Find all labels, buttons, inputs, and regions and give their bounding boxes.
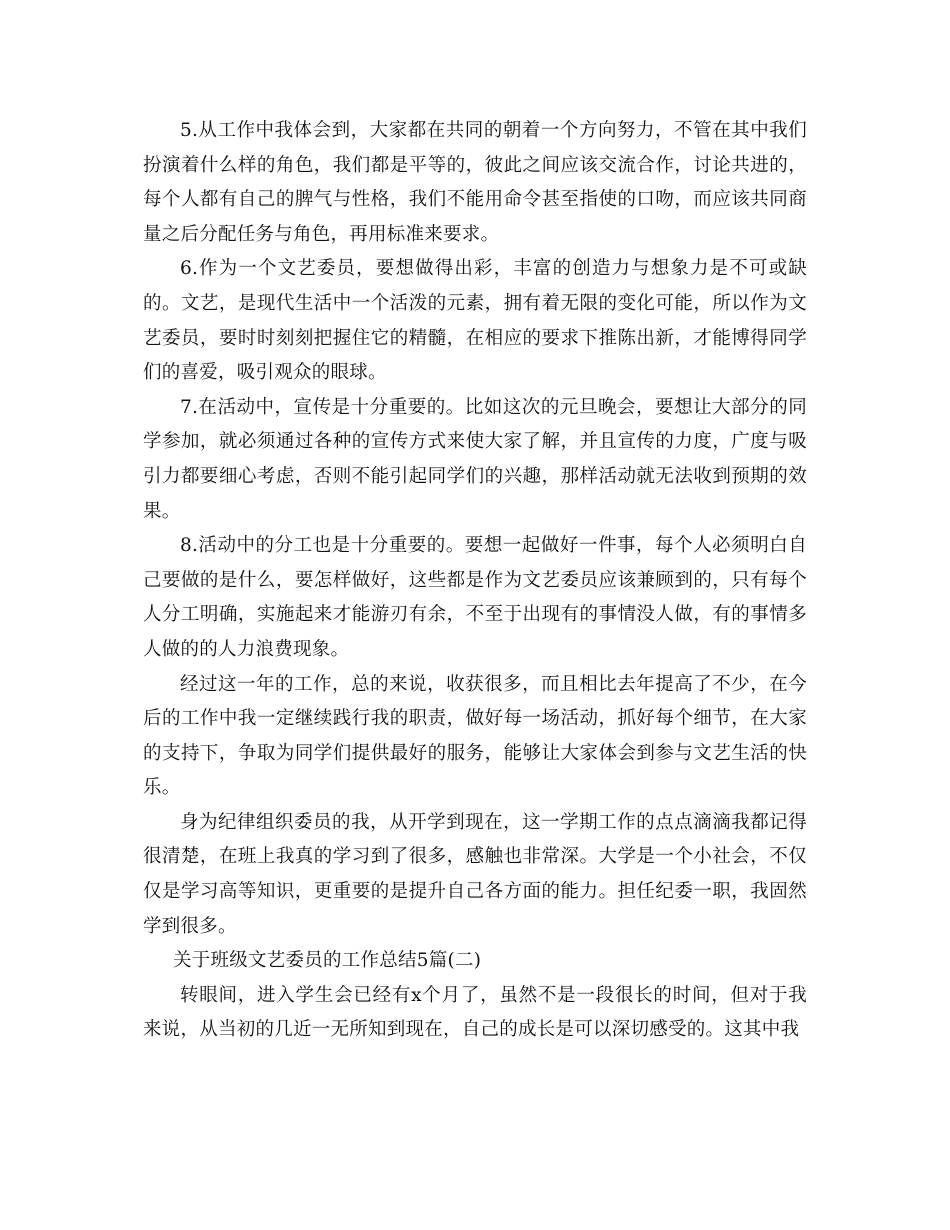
document-body — [143, 114, 807, 1048]
paragraph-item-8: 8.活动中的分工也是十分重要的。要想一起做好一件事，每个人必须明白自己要做的是什么，要怎样做好，这些都是作为文艺委员应该兼顾到的，只有每个人分工明确，实施起来才能游刃有余，不至于出现有的事情没人做，有的事情多人做的的人力浪费现象。 — [143, 535, 807, 660]
paragraph-student-union: 转眼间，进入学生会已经有x个月了，虽然不是一段很长的时间，但对于我来说，从当初的几近一无所知到现在，自己的成长是可以深切感受的。这其中我 — [143, 984, 807, 1041]
section-heading: 关于班级文艺委员的工作总结5篇(二) — [173, 950, 482, 972]
paragraph-summary: 经过这一年的工作，总的来说，收获很多，而且相比去年提高了不少，在今后的工作中我一定继续践行我的职责，做好每一场活动，抓好每个细节，在大家的支持下，争取为同学们提供最好的服务，能够让大家体会到参与文艺生活的快乐。 — [143, 673, 807, 799]
paragraph-item-7: 7.在活动中，宣传是十分重要的。比如这次的元旦晚会，要想让大部分的同学参加，就必须通过各种的宣传方式来使大家了解，并且宣传的力度，广度与吸引力都要细心考虑，否则不能引起同学们的兴趣，那样活动就无法收到预期的效果。 — [143, 396, 807, 522]
paragraph-item-6: 6.作为一个文艺委员，要想做得出彩，丰富的创造力与想象力是不可或缺的。文艺，是现代生活中一个活泼的元素，拥有着无限的变化可能，所以作为文艺委员，要时时刻刻把握住它的精髓，在相应的要求下推陈出新，才能博得同学们的喜爱，吸引观众的眼球。 — [143, 258, 807, 384]
paragraph-item-5: 5.从工作中我体会到，大家都在共同的朝着一个方向努力，不管在其中我们扮演着什么样的角色，我们都是平等的，彼此之间应该交流合作，讨论共进的，每个人都有自己的脾气与性格，我们不能用命令甚至指使的口吻，而应该共同商量之后分配任务与角色，再用标准来要求。 — [143, 120, 807, 245]
paragraph-discipline-committee: 身为纪律组织委员的我，从开学到现在，这一学期工作的点点滴滴我都记得很清楚，在班上我真的学习到了很多，感触也非常深。大学是一个小社会，不仅仅是学习高等知识，更重要的是提升自己各方面的能力。担任纪委一职，我固然学到很多。 — [143, 811, 807, 937]
